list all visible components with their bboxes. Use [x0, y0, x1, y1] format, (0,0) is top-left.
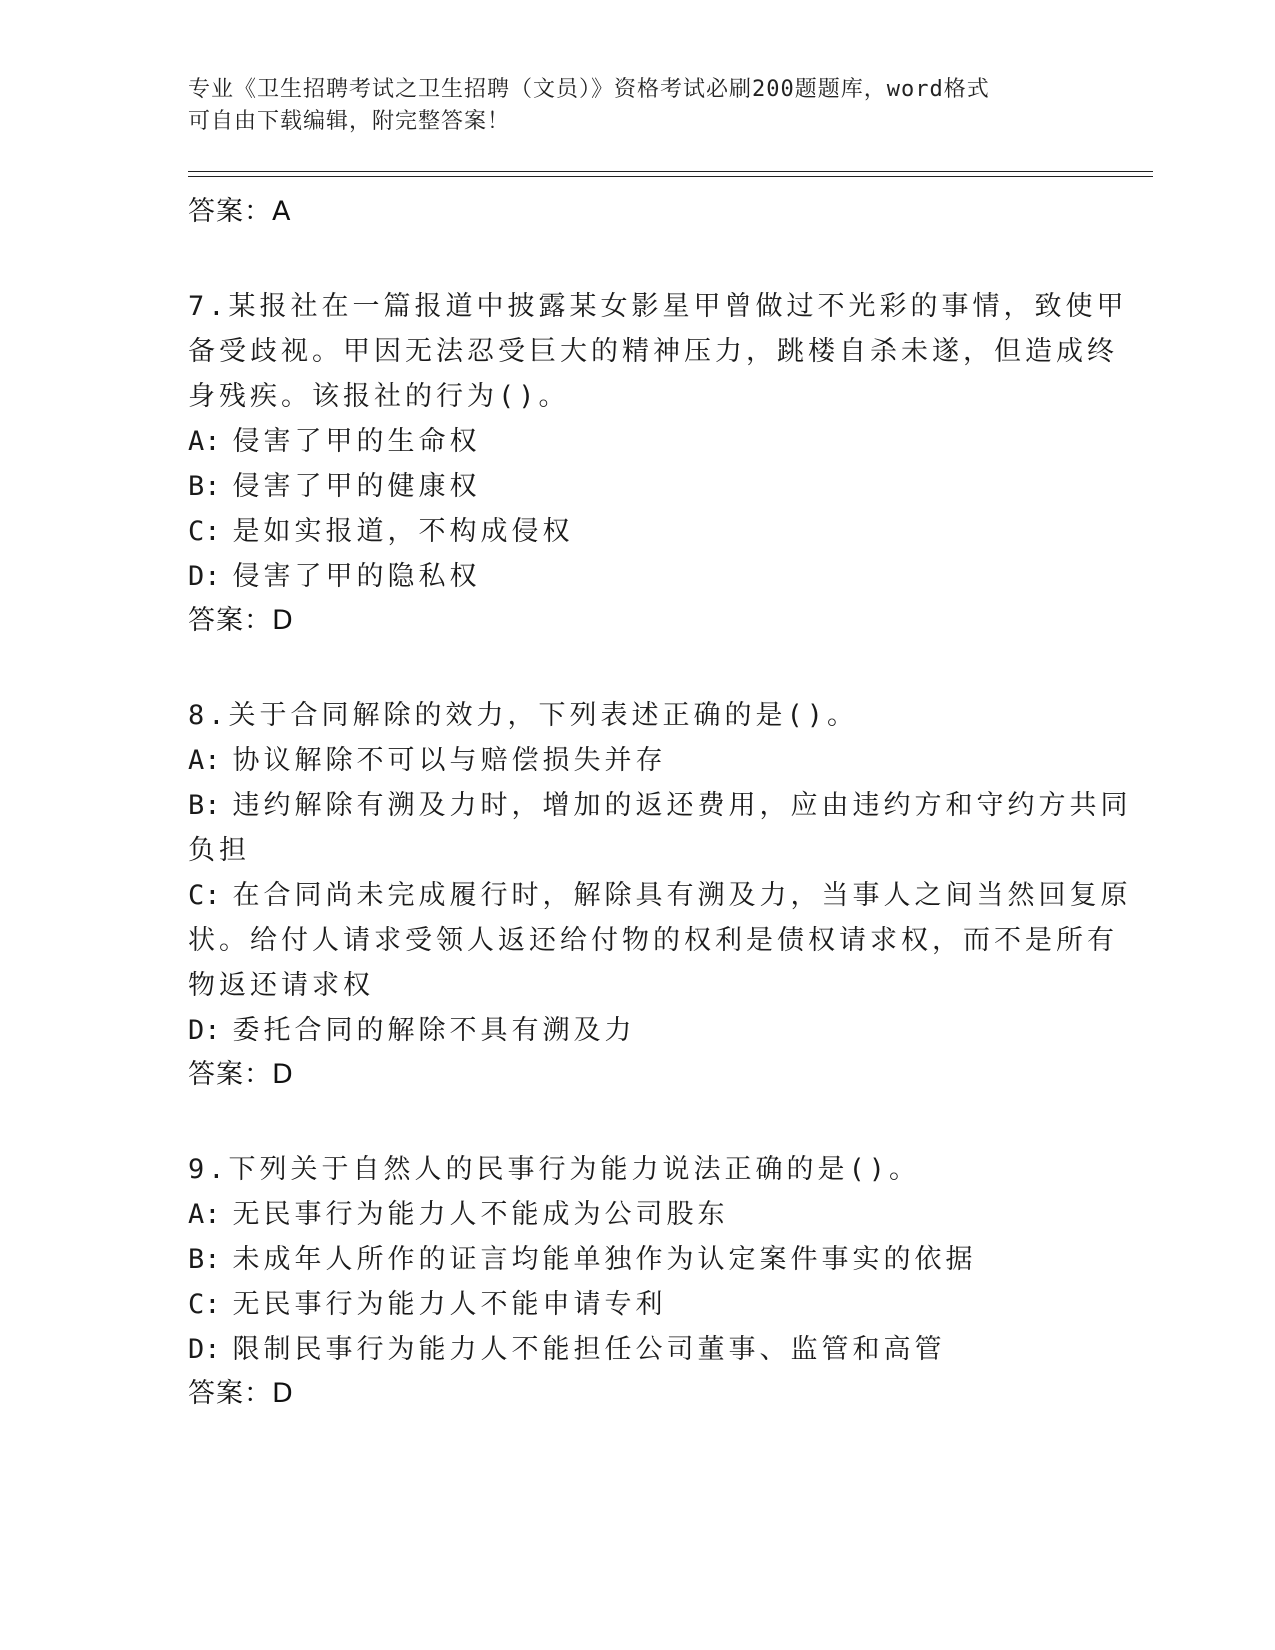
- option-text: 委托合同的解除不具有溯及力: [232, 1015, 636, 1046]
- answer-line: 答案：A: [188, 196, 292, 227]
- question-item: [188, 284, 1128, 643]
- option-a: [188, 1192, 1088, 1237]
- option-label: A:: [188, 745, 221, 776]
- header-line: 可自由下载编辑，附完整答案！: [188, 109, 511, 134]
- option-label: D:: [188, 1015, 221, 1046]
- option-label: C:: [188, 880, 221, 911]
- option-text: 无民事行为能力人不能成为公司股东: [232, 1199, 729, 1230]
- option-d: [188, 1327, 1088, 1372]
- option-text: 是如实报道，不构成侵权: [232, 516, 574, 547]
- header-rule-top: [188, 171, 1153, 172]
- option-text: 违约解除有溯及力时，增加的返还费用，应由违约方和守约方共同: [232, 790, 1132, 821]
- question-stem: 7.某报社在一篇报道中披露某女影星甲曾做过不光彩的事情，致使甲: [188, 291, 1128, 322]
- option-a: [188, 419, 1088, 464]
- option-label: A:: [188, 426, 221, 457]
- option-b: [188, 1237, 1088, 1282]
- question-item: [188, 693, 1132, 1097]
- option-text: 侵害了甲的健康权: [232, 471, 481, 502]
- option-b: [188, 783, 1132, 828]
- option-label: B:: [188, 790, 221, 821]
- question-stem: 备受歧视。甲因无法忍受巨大的精神压力，跳楼自杀未遂，但造成终: [188, 336, 1118, 367]
- option-text: 侵害了甲的生命权: [232, 426, 481, 457]
- option-label: D:: [188, 1334, 221, 1365]
- option-text: 协议解除不可以与赔偿损失并存: [232, 745, 667, 776]
- option-continuation: 负担: [188, 835, 250, 866]
- option-label: D:: [188, 561, 221, 592]
- question-stem: 8.关于合同解除的效力，下列表述正确的是()。: [188, 700, 859, 731]
- question-stem: 9.下列关于自然人的民事行为能力说法正确的是()。: [188, 1154, 921, 1185]
- option-text: 侵害了甲的隐私权: [232, 561, 481, 592]
- question-list: [188, 190, 1132, 1416]
- question-item: [188, 1147, 1088, 1416]
- answer-line: 答案：D: [188, 1378, 294, 1409]
- option-label: A:: [188, 1199, 221, 1230]
- option-label: B:: [188, 1244, 221, 1275]
- answer-line: 答案：D: [188, 605, 294, 636]
- option-d: [188, 554, 1088, 599]
- option-c: [188, 509, 1088, 554]
- option-text: 限制民事行为能力人不能担任公司董事、监管和高管: [232, 1334, 946, 1365]
- option-text: 无民事行为能力人不能申请专利: [232, 1289, 667, 1320]
- option-text: 未成年人所作的证言均能单独作为认定案件事实的依据: [232, 1244, 977, 1275]
- answer-line: 答案：D: [188, 1059, 294, 1090]
- option-c: [188, 1282, 1088, 1327]
- option-text: 在合同尚未完成履行时，解除具有溯及力，当事人之间当然回复原: [232, 880, 1132, 911]
- option-continuation: 物返还请求权: [188, 970, 374, 1001]
- document-header: [188, 74, 1088, 138]
- option-b: [188, 464, 1088, 509]
- option-label: B:: [188, 471, 221, 502]
- option-continuation: 状。给付人请求受领人返还给付物的权利是债权请求权，而不是所有: [188, 925, 1118, 956]
- option-c: [188, 873, 1132, 918]
- header-line: 专业《卫生招聘考试之卫生招聘（文员）》资格考试必刷200题题库，word格式: [188, 77, 990, 102]
- option-label: C:: [188, 516, 221, 547]
- option-label: C:: [188, 1289, 221, 1320]
- option-d: [188, 1008, 1088, 1053]
- question-stem: 身残疾。该报社的行为()。: [188, 381, 570, 412]
- option-a: [188, 738, 1088, 783]
- header-rule-bottom: [188, 176, 1153, 177]
